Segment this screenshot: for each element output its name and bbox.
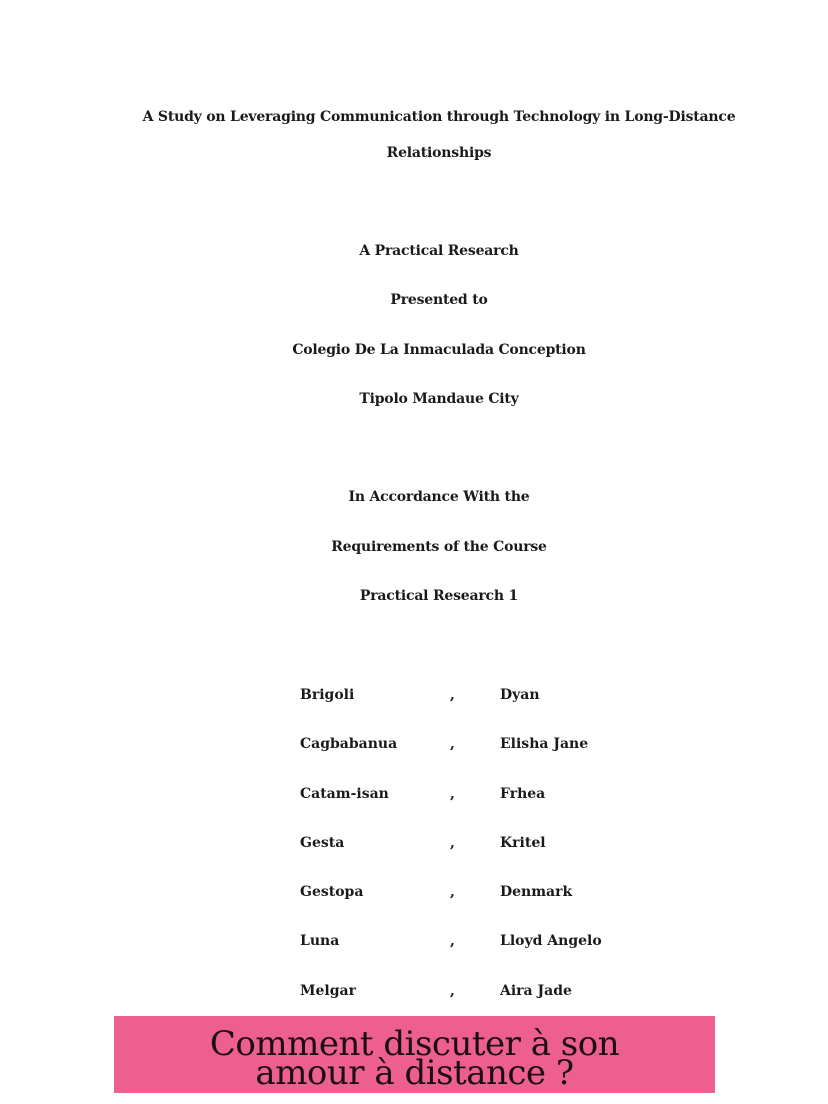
title-line-2: Relationships xyxy=(386,145,492,161)
author-row xyxy=(300,834,620,883)
author-separator: , xyxy=(450,982,455,999)
requirements-line-1: In Accordance With the xyxy=(348,489,530,505)
course-name: Practical Research 1 xyxy=(359,588,519,604)
caption-banner xyxy=(114,1016,715,1093)
author-row xyxy=(300,686,620,735)
author-first-name: Aira Jade xyxy=(500,982,572,999)
author-last-name: Luna xyxy=(300,933,340,950)
author-row xyxy=(300,932,620,981)
author-first-name: Elisha Jane xyxy=(500,736,589,753)
banner-caption xyxy=(114,1024,715,1093)
author-last-name: Melgar xyxy=(300,982,356,999)
author-first-name: Lloyd Angelo xyxy=(500,933,602,950)
author-last-name: Gesta xyxy=(300,834,345,851)
presented-to: Presented to xyxy=(390,292,488,308)
research-type: A Practical Research xyxy=(359,243,519,259)
author-last-name: Gestopa xyxy=(300,884,364,901)
author-first-name: Denmark xyxy=(500,884,573,901)
author-separator: , xyxy=(450,884,455,901)
author-separator: , xyxy=(450,736,455,753)
author-last-name: Cagbabanua xyxy=(300,736,398,753)
author-separator: , xyxy=(450,785,455,802)
author-first-name: Kritel xyxy=(500,834,546,851)
author-row xyxy=(300,883,620,932)
author-list xyxy=(300,686,620,1031)
author-last-name: Brigoli xyxy=(300,687,355,703)
title-line-1: A Study on Leveraging Communication through Technology in Long-Distance xyxy=(142,109,736,125)
banner-line-1: Comment discuter à son xyxy=(209,1024,620,1064)
author-row xyxy=(300,785,620,834)
school-name: Colegio De La Inmaculada Conception xyxy=(292,342,586,358)
author-first-name: Dyan xyxy=(500,687,540,703)
author-first-name: Frhea xyxy=(500,785,546,802)
author-separator: , xyxy=(450,933,455,950)
author-row xyxy=(300,735,620,784)
requirements-line-2: Requirements of the Course xyxy=(331,539,547,555)
school-city: Tipolo Mandaue City xyxy=(359,391,519,407)
banner-line-2: amour à distance ? xyxy=(255,1053,574,1093)
author-last-name: Catam-isan xyxy=(300,785,389,802)
author-separator: , xyxy=(450,687,455,703)
author-separator: , xyxy=(450,834,455,851)
